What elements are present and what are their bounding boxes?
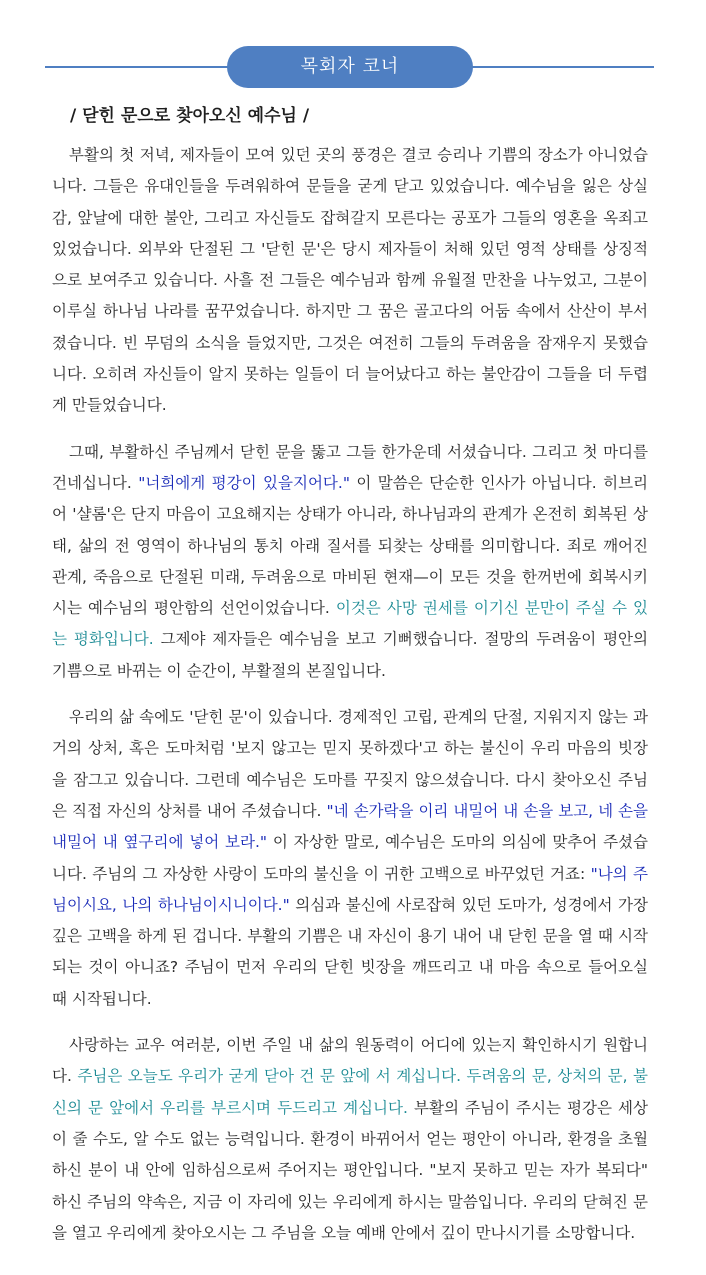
paragraph-4-text-a: 사랑하는 교우 여러분, 이번 주일 내 삶의 원동력이 어디에 있는지 확인하시기 원합니다. <box>52 1036 648 1086</box>
thomas-hand-quote: "네 손가락을 이리 내밀어 내 손을 보고, 네 손을 내밀어 내 옆구리에 넣어 보라." <box>52 801 648 852</box>
corner-title-badge: 목회자 코너 <box>227 46 473 88</box>
emphasis-knocking: 주님은 오늘도 우리가 굳게 닫아 건 문 앞에 서 계십니다. 두려움의 문, 상처의 문, 불신의 문 앞에서 우리를 부르시며 두드리고 계십니다. <box>52 1067 649 1117</box>
paragraph-2-text-a: 그때, 부활하신 주님께서 닫힌 문을 뚫고 그들 한가운데 서셨습니다. 그리고 첫 마디를 건네십니다. <box>52 442 648 492</box>
thomas-confession-quote: "나의 주님이시요, 나의 하나님이시니이다." <box>52 864 648 914</box>
paragraph-2-text-b: 이 말씀은 단순한 인사가 아닙니다. 히브리어 '샬롬'은 단지 마음이 고요해지는 상태가 아니라, 하나님과의 관계가 온전히 회복된 상태, 삶의 전 영역이 하나님의 통치 아래 질서를 되찾는 상태를 의미합니다. 죄로 깨어진 관계, 죽음으로 단절된 미래, 두려움으로 마비된 현재—이 모든 것을 한꺼번에 회복시키시는 예수님의 평안함의 선언이었습니다. <box>52 473 649 618</box>
paragraph-3 <box>52 702 648 1015</box>
paragraph-1: 부활의 첫 저녁, 제자들이 모여 있던 곳의 풍경은 결코 승리나 기쁨의 장소가 아니었습니다. 그들은 유대인들을 두려워하여 문들을 굳게 닫고 있었습니다. 예수님을 잃은 상실감, 앞날에 대한 불안, 그리고 자신들도 잡혀갈지 모른다는 공포가 그들의 영혼을 옥죄고 있었습니다. 외부와 단절된 그 '닫힌 문'은 당시 제자들이 처해 있던 영적 상태를 상징적으로 보여주고 있습니다. 사흘 전 그들은 예수님과 함께 유월절 만찬을 나누었고, 그분이 이루실 하나님 나라를 꿈꾸었습니다. 하지만 그 꿈은 골고다의 어둠 속에서 산산이 부서졌습니다. 빈 무덤의 소식을 들었지만, 그것은 여전히 그들의 두려움을 잠재우지 못했습니다. 오히려 자신들이 알지 못하는 일들이 더 늘어났다고 하는 불안감이 그들을 더 두렵게 만들었습니다. <box>52 146 648 415</box>
section-header <box>0 44 706 90</box>
paragraph-2 <box>52 437 648 687</box>
paragraph-3-text-c: 의심과 불신에 사로잡혀 있던 도마가, 성경에서 가장 깊은 고백을 하게 된 겁니다. 부활의 기쁨은 내 자신이 용기 내어 내 닫힌 문을 열 때 시작되는 것이 아니죠? 주님이 먼저 우리의 닫힌 빗장을 깨뜨리고 내 마음 속으로 들어오실 때 시작됩니다. <box>52 895 648 1008</box>
paragraph-4 <box>52 1030 648 1249</box>
emphasis-peace: 이것은 사망 권세를 이기신 분만이 주실 수 있는 평화입니다. <box>52 599 648 649</box>
paragraph-2-text-c: 그제야 제자들은 예수님을 보고 기뻐했습니다. 절망의 두려움이 평안의 기쁨으로 바뀌는 이 순간이, 부활절의 본질입니다. <box>52 630 648 680</box>
article-title: / 닫힌 문으로 찾아오신 예수님 / <box>70 106 310 126</box>
paragraph-4-text-b: 부활의 주님이 주시는 평강은 세상이 줄 수도, 알 수도 없는 능력입니다. 환경이 바뀌어서 얻는 평안이 아니라, 환경을 초월하신 분이 내 안에 임하심으로써 주어지는 평안입니다. "보지 못하고 믿는 자가 복되다" 하신 주님의 약속은, 지금 이 자리에 있는 우리에게 하시는 말씀입니다. 우리의 닫혀진 문을 열고 우리에게 찾아오시는 그 주님을 오늘 예배 안에서 깊이 만나시기를 소망합니다. <box>52 1098 648 1242</box>
peace-quote: "너희에게 평강이 있을지어다." <box>138 473 350 492</box>
paragraph-3-text-a: 우리의 삶 속에도 '닫힌 문'이 있습니다. 경제적인 고립, 관계의 단절, 지워지지 않는 과거의 상처, 혹은 도마처럼 '보지 않고는 믿지 못하겠다'고 하는 불신이 우리 마음의 빗장을 잠그고 있습니다. 그런데 예수님은 도마를 꾸짖지 않으셨습니다. 다시 찾아오신 주님은 직접 자신의 상처를 내어 주셨습니다. <box>52 708 648 820</box>
article-body <box>52 140 648 1264</box>
paragraph-3-text-b: 이 자상한 말로, 예수님은 도마의 의심에 맞추어 주셨습니다. 주님의 그 자상한 사랑이 도마의 불신을 이 귀한 고백으로 바꾸었던 거죠: <box>52 833 648 883</box>
